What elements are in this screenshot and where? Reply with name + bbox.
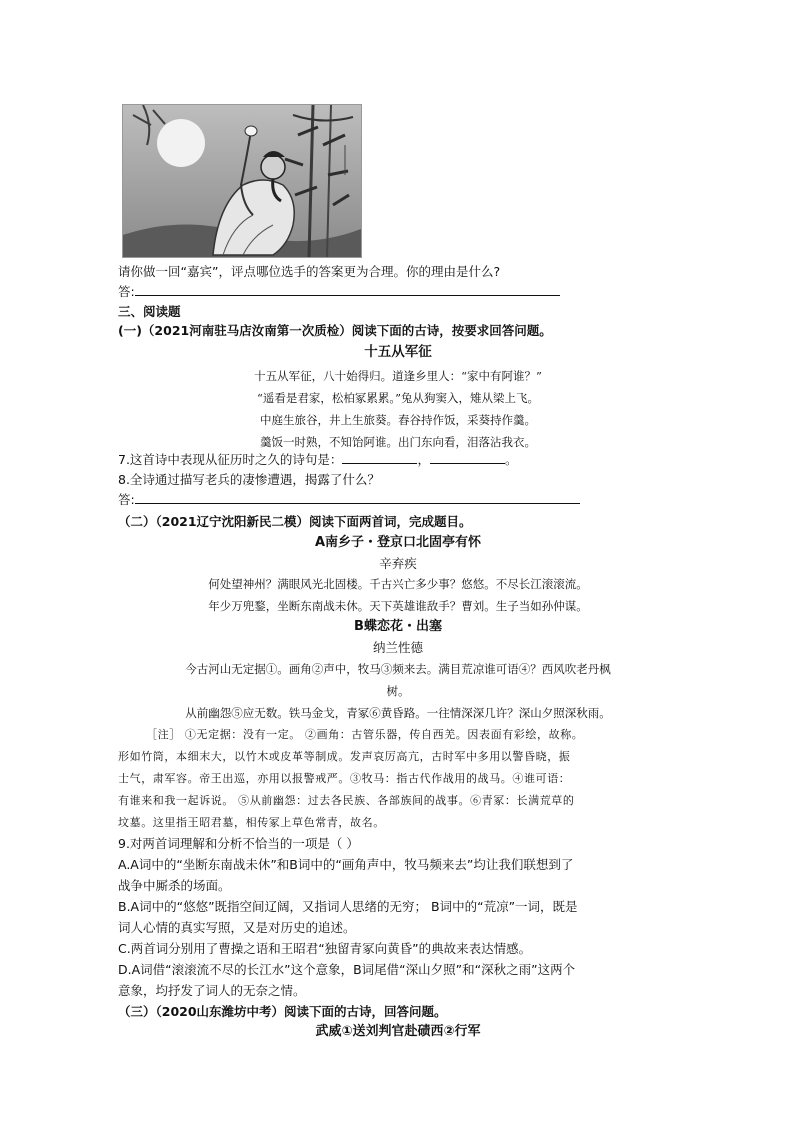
question-8: 8.全诗通过描写老兵的凄惨遭遇，揭露了什么？ (118, 472, 380, 487)
part2-instruction: （二）（2021辽宁沈阳新民二模）阅读下面两首词，完成题目。 (118, 514, 472, 529)
option-d-line-1: D.A词借“滚滚流不尽的长江水”这个意象，B词尾借“深山夕照”和“深秋之雨”这两个 (118, 962, 576, 977)
poemA-line-1: 何处望神州？满眼风光北固楼。千古兴亡多少事？悠悠。不尽长江滚滚流。 (208, 577, 588, 591)
poem1-line-2: “遥看是君家，松柏冢累累。”兔从狗窦入，雉从梁上飞。 (256, 391, 539, 405)
poet-ink-painting-image (122, 104, 362, 258)
answer-label: 答: (118, 284, 135, 299)
answer-blank-2[interactable] (135, 490, 580, 504)
part3-instruction: （三）（2020山东潍坊中考）阅读下面的古诗，回答问题。 (118, 1004, 447, 1019)
poemA-author: 辛弃疾 (379, 556, 417, 571)
option-b-line-2: 词人心情的真实写照，又是对历史的追述。 (118, 920, 356, 935)
q7-separator: ， (417, 452, 430, 467)
part1-instruction: (一)（2021河南驻马店汝南第一次质检）阅读下面的古诗，按要求回答问题。 (118, 323, 552, 338)
option-d-line-2: 意象，均抒发了词人的无奈之情。 (118, 983, 306, 998)
answer-blank-1[interactable] (135, 282, 560, 296)
note-line-3: 士气，肃军容。帝王出巡，亦用以报警戒严。③牧马：指古代作战用的战马。④谁可语： (118, 772, 571, 785)
poemB-line-2: 从前幽怨⑤应无数。铁马金戈，青冢⑥黄昏路。一往情深深几许？深山夕照深秋雨。 (185, 706, 611, 720)
poemA-line-2: 年少万兜鍪，坐断东南战未休。天下英雄谁敌手？曹刘。生子当如孙仲谋。 (208, 599, 588, 613)
option-a-line-1: A.A词中的“坐断东南战未休”和B词中的“画角声中，牧马频来去”均让我们联想到了 (118, 857, 574, 872)
q7-blank-2[interactable] (430, 450, 505, 464)
option-a-line-2: 战争中厮杀的场面。 (118, 878, 231, 893)
poemB-title: B蝶恋花・出塞 (354, 619, 442, 634)
note-line-1: ［注］ ①无定据：没有一定。 ②画角：古管乐器，传自西羌。因表面有彩绘，故称。 (146, 728, 584, 741)
option-b-line-1: B.A词中的“悠悠”既指空间辽阔，又指词人思绪的无穷； B词中的“荒凉”一词，既是 (118, 899, 578, 914)
question-9: 9.对两首词理解和分析不恰当的一项是（ ） (118, 836, 359, 851)
ink-painting-illustration (123, 105, 361, 257)
poemA-title: A南乡子・登京口北固亭有怀 (314, 535, 482, 550)
answer-row-2 (118, 490, 678, 509)
poem1-line-4: 羹饭一时熟，不知饴阿谁。出门东向看，泪落沾我衣。 (260, 435, 536, 449)
section-heading-reading: 三、阅读题 (118, 304, 181, 319)
poem1-line-3: 中庭生旅谷，井上生旅葵。舂谷持作饭，采葵持作羹。 (260, 413, 536, 427)
note-line-5: 坟墓。这里指王昭君墓，相传冢上草色常青，故名。 (118, 816, 385, 829)
question-7-text: 7.这首诗中表现从征历时之久的诗句是： (118, 452, 343, 467)
q7-blank-1[interactable] (342, 450, 417, 464)
note-line-2: 形如竹筒，本细末大，以竹木或皮革等制成。发声哀厉高亢，古时军中多用以警昏晓，振 (118, 750, 571, 763)
poemB-author: 纳兰性德 (372, 640, 423, 655)
answer-label: 答: (118, 492, 135, 507)
note-line-4: 有谁来和我一起诉说。 ⑤从前幽怨：过去各民族、各部族间的战事。⑥青冢：长满荒草的 (118, 794, 575, 807)
question-7 (118, 450, 678, 469)
poem1-line-1: 十五从军征，八十始得归。道逢乡里人：“家中有阿谁？” (254, 369, 542, 383)
poemB-line-1: 今古河山无定据①。画角②声中，牧马③频来去。满目荒凉谁可语④？西风吹老丹枫 (185, 662, 611, 676)
q7-end: 。 (504, 452, 518, 467)
poem1-title: 十五从军征 (364, 344, 432, 360)
option-c: C.两首词分别用了曹操之语和王昭君“独留青冢向黄昏”的典故来表达情感。 (118, 941, 532, 956)
poemB-line-1-cont: 树。 (386, 684, 410, 698)
poem3-title: 武威①送刘判官赴碛西②行军 (315, 1024, 481, 1039)
guest-comment-question: 请你做一回“嘉宾”，评点哪位选手的答案更为合理。你的理由是什么? (118, 264, 501, 279)
answer-row-1 (118, 282, 678, 301)
